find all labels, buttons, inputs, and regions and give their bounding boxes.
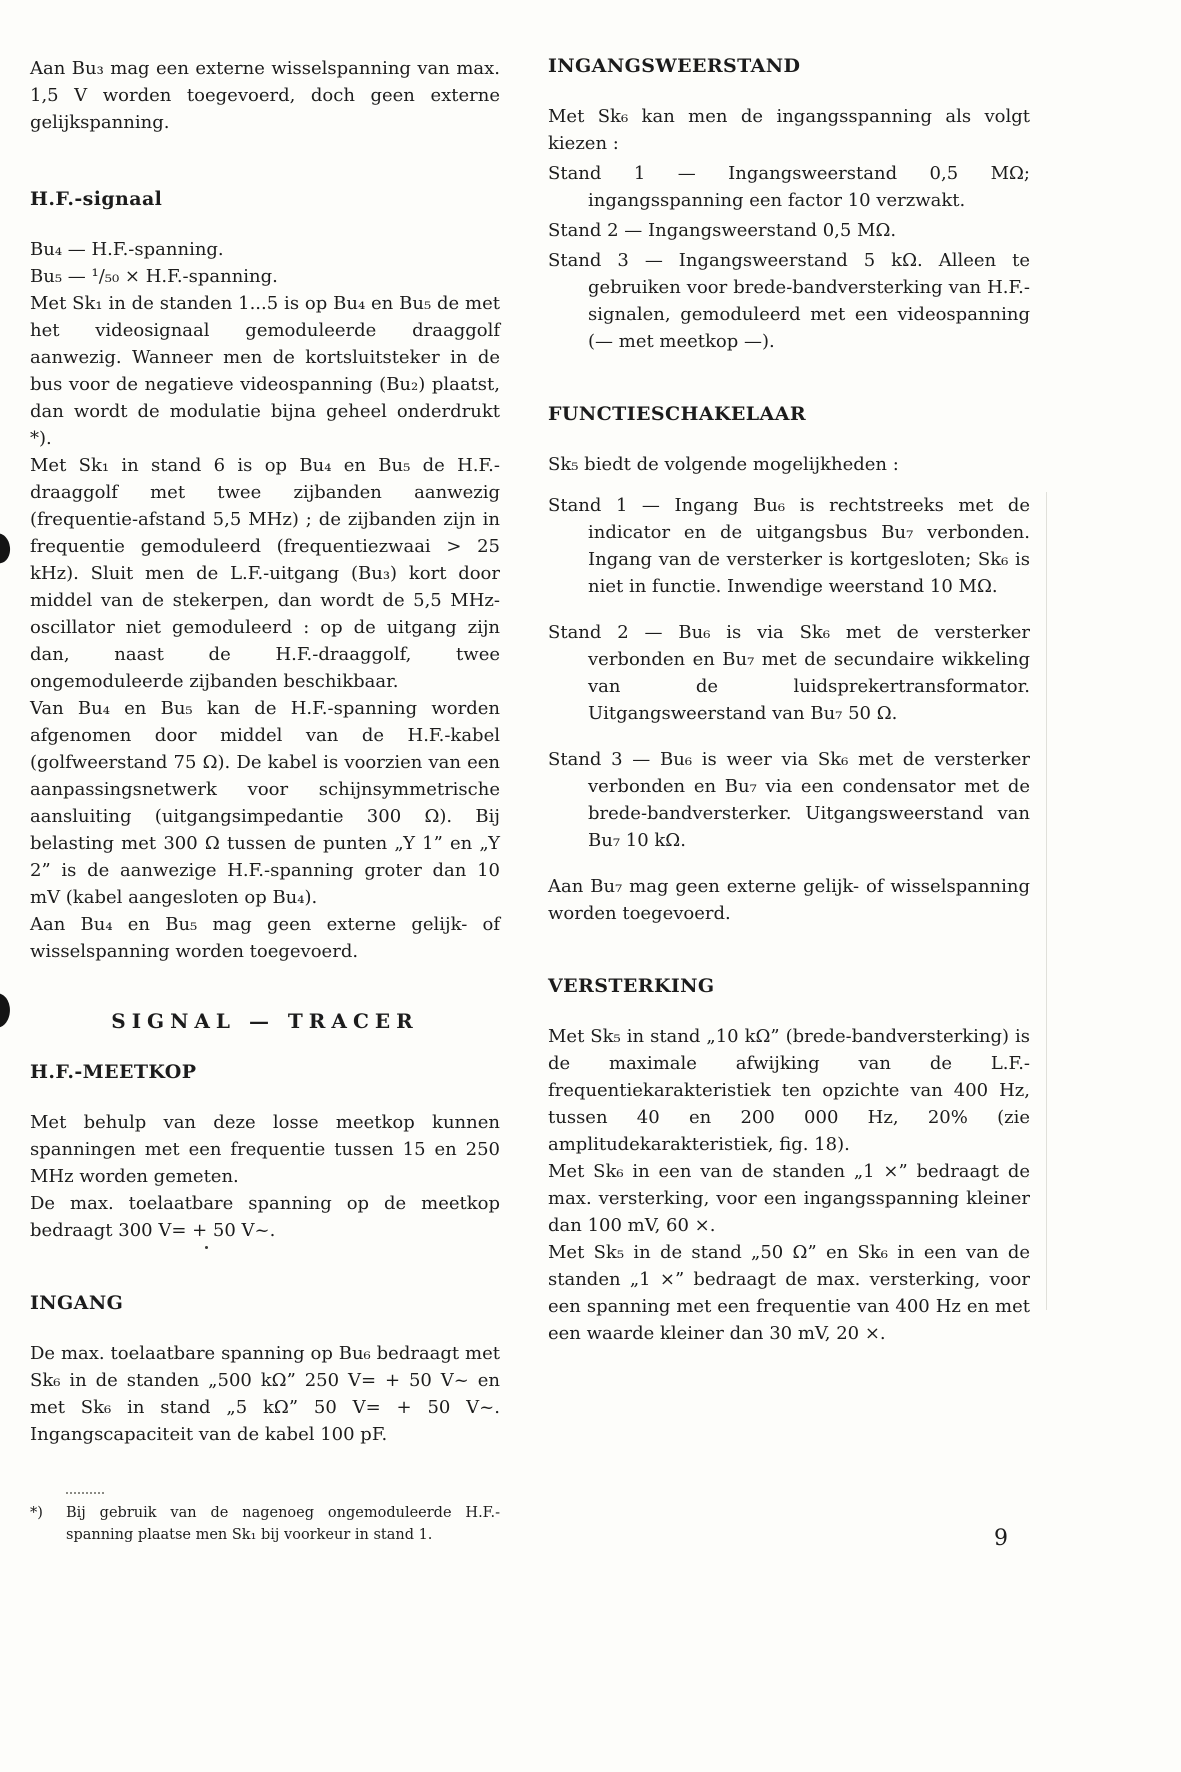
- footnote-separator: [66, 1492, 104, 1494]
- list-item-functie-stand-3: Stand 3 — Bu₆ is weer via Sk₆ met de versterker verbonden en Bu₇ via een condensator met de brede-bandversterker. Uitgangsweerstand van Bu₇ 10 kΩ.: [548, 749, 1030, 851]
- heading-hf-meetkop: H.F.-MEETKOP: [30, 1061, 197, 1083]
- paragraph-meetkop-spanning: De max. toelaatbare spanning op de meetkop bedraagt 300 V= + 50 V~.: [30, 1193, 500, 1241]
- paragraph-versterking-afwijking: Met Sk₅ in stand „10 kΩ” (brede-bandversterking) is de maximale afwijking van de L.F.-frequentiekarakteristiek ten opzichte van 400 Hz, tussen 40 en 200 000 Hz, 20% (zie amplitudekarakteristiek, fig. 18).: [548, 1026, 1030, 1155]
- footnote-marker: *): [30, 1505, 43, 1521]
- list-item-functie-stand-2: Stand 2 — Bu₆ is via Sk₆ met de versterker verbonden en Bu₇ met de secundaire wikkeling van de luidsprekertransformator. Uitgangsweerstand van Bu₇ 50 Ω.: [548, 622, 1030, 724]
- scan-edge-artifact: [1046, 492, 1047, 1310]
- list-item-ingangsweerstand-stand-1: Stand 1 — Ingangsweerstand 0,5 MΩ; ingangsspanning een factor 10 verzwakt.: [548, 163, 1030, 211]
- footnote-text: Bij gebruik van de nagenoeg ongemoduleerde H.F.-spanning plaatse men Sk₁ bij voorkeur in stand 1.: [66, 1505, 500, 1543]
- paragraph-sk5-intro: Sk₅ biedt de volgende mogelijkheden :: [548, 454, 899, 475]
- paragraph-versterking-60x: Met Sk₆ in een van de standen „1 ×” bedraagt de max. versterking, voor een ingangsspanning kleiner dan 100 mV, 60 ×.: [548, 1161, 1030, 1236]
- paragraph-sk6-intro: Met Sk₆ kan men de ingangsspanning als volgt kiezen :: [548, 106, 1030, 154]
- page-number: 9: [994, 1526, 1008, 1551]
- paragraph-bu7-warning: Aan Bu₇ mag geen externe gelijk- of wisselspanning worden toegevoerd.: [548, 876, 1030, 924]
- dot-artifact: [205, 1246, 208, 1249]
- paragraph-hf-kabel: Van Bu₄ en Bu₅ kan de H.F.-spanning worden afgenomen door middel van de H.F.-kabel (golfweerstand 75 Ω). De kabel is voorzien van een aanpassingsnetwerk voor schijnsymmetrische aansluiting (uitgangsimpedantie 300 Ω). Bij belasting met 300 Ω tussen de punten „Y 1” en „Y 2” is de aanwezige H.F.-spanning groter dan 10 mV (kabel aangesloten op Bu₄).: [30, 698, 500, 908]
- list-item-functie-stand-1: Stand 1 — Ingang Bu₆ is rechtstreeks met de indicator en de uitgangsbus Bu₇ verbonden. Ingang van de versterker is kortgesloten; Sk₆ is niet in functie. Inwendige weerstand 10 MΩ.: [548, 495, 1030, 597]
- paragraph-bu3-warning: Aan Bu₃ mag een externe wisselspanning van max. 1,5 V worden toegevoerd, doch geen externe gelijkspanning.: [30, 58, 500, 133]
- heading-versterking: VERSTERKING: [548, 975, 715, 997]
- list-item-ingangsweerstand-stand-2: Stand 2 — Ingangsweerstand 0,5 MΩ.: [548, 220, 897, 241]
- paragraph-ingang-spanning: De max. toelaatbare spanning op Bu₆ bedraagt met Sk₆ in de standen „500 kΩ” 250 V= + 50 V~ en met Sk₆ in stand „5 kΩ” 50 V= + 50 V~. Ingangscapaciteit van de kabel 100 pF.: [30, 1343, 500, 1445]
- heading-functieschakelaar: FUNCTIESCHAKELAAR: [548, 403, 807, 425]
- paragraph-bu4-bu5-warning: Aan Bu₄ en Bu₅ mag geen externe gelijk- of wisselspanning worden toegevoerd.: [30, 914, 500, 962]
- paragraph-versterking-20x: Met Sk₅ in de stand „50 Ω” en Sk₆ in een van de standen „1 ×” bedraagt de max. versterking, voor een spanning met een frequentie van 400 Hz en met een waarde kleiner dan 30 mV, 20 ×.: [548, 1242, 1030, 1344]
- heading-ingang: INGANG: [30, 1292, 124, 1314]
- left-column: [30, 55, 500, 1546]
- paragraph-sk1-stand-6: Met Sk₁ in stand 6 is op Bu₄ en Bu₅ de H.F.-draaggolf met twee zijbanden aanwezig (frequentie-afstand 5,5 MHz) ; de zijbanden zijn in frequentie gemoduleerd (frequentiezwaai > 25 kHz). Sluit men de L.F.-uitgang (Bu₃) kort door middel van de stekerpen, dan wordt de 5,5 MHz-oscillator niet gemoduleerd : op de uitgang zijn dan, naast de H.F.-draaggolf, twee ongemoduleerde zijbanden beschikbaar.: [30, 455, 500, 692]
- list-item-ingangsweerstand-stand-3: Stand 3 — Ingangsweerstand 5 kΩ. Alleen te gebruiken voor brede-bandversterking van H.F.-signalen, gemoduleerd met een videospanning (— met meetkop —).: [548, 250, 1030, 352]
- paragraph-meetkop-frequentie: Met behulp van deze losse meetkop kunnen spanningen met een frequentie tussen 15 en 250 MHz worden gemeten.: [30, 1112, 500, 1187]
- heading-hf-signaal: H.F.-signaal: [30, 188, 163, 210]
- right-column: [548, 55, 1030, 1546]
- heading-ingangsweerstand: INGANGSWEERSTAND: [548, 55, 801, 77]
- footnote: [30, 1502, 500, 1546]
- section-title-signal-tracer: SIGNAL — TRACER: [111, 1009, 419, 1033]
- line-bu5-spanning: Bu₅ — ¹/₅₀ × H.F.-spanning.: [30, 266, 278, 287]
- paragraph-sk1-standen-1-5: Met Sk₁ in de standen 1...5 is op Bu₄ en Bu₅ de met het videosignaal gemoduleerde draaggolf aanwezig. Wanneer men de kortsluitsteker in de bus voor de negatieve videospanning (Bu₂) plaatst, dan wordt de modulatie bijna geheel onderdrukt *).: [30, 293, 500, 449]
- line-bu4-spanning: Bu₄ — H.F.-spanning.: [30, 239, 224, 260]
